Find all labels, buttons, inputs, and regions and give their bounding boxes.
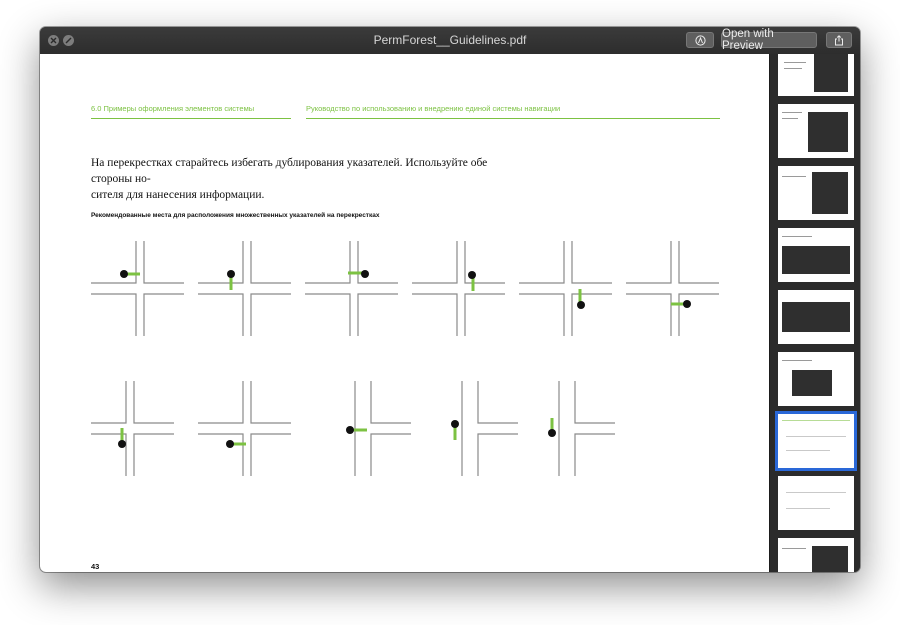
page-thumbnail-7-selected[interactable] xyxy=(778,414,854,468)
thumbnail-text xyxy=(782,236,812,237)
window-title: PermForest__Guidelines.pdf xyxy=(373,33,527,47)
thumbnail-text xyxy=(782,420,850,421)
intersection-diagrams xyxy=(40,54,769,572)
section-header: 6.0 Примеры оформления элементов системы xyxy=(91,104,255,113)
thumbnail-text xyxy=(782,118,798,119)
intersection-diagram-6 xyxy=(626,241,719,336)
thumbnail-text xyxy=(784,68,802,69)
page-number: 43 xyxy=(91,562,100,571)
thumbnail-text xyxy=(784,62,806,63)
sign-position-dot-9 xyxy=(346,426,354,434)
page-thumbnail-8[interactable] xyxy=(778,476,854,530)
sign-position-dot-2 xyxy=(227,270,235,278)
thumbnail-text xyxy=(782,112,802,113)
thumbnail-graphic xyxy=(782,246,850,274)
thumbnail-text xyxy=(786,508,830,509)
share-icon xyxy=(834,35,844,46)
sign-position-dot-6 xyxy=(683,300,691,308)
diagram-subheading: Рекомендованные места для расположения множественных указателей на перекрестках xyxy=(91,212,380,219)
intersection-diagram-3 xyxy=(305,241,398,336)
thumbnail-text xyxy=(782,548,806,549)
fullscreen-icon xyxy=(65,37,72,44)
sign-position-dot-11 xyxy=(548,429,556,437)
thumbnail-text xyxy=(786,436,846,437)
thumbnail-text xyxy=(782,176,806,177)
sign-position-dot-3 xyxy=(361,270,369,278)
sign-position-dot-8 xyxy=(226,440,234,448)
sign-position-dot-7 xyxy=(118,440,126,448)
intersection-diagram-10 xyxy=(462,381,518,476)
intersection-diagram-4 xyxy=(412,241,505,336)
page-thumbnail-1[interactable] xyxy=(778,54,854,96)
intro-line-1: На перекрестках старайтесь избегать дублирования указателей. Используйте обе стороны но- xyxy=(91,157,488,185)
fullscreen-button[interactable] xyxy=(63,35,74,46)
sign-position-dot-4 xyxy=(468,271,476,279)
intersection-diagram-8 xyxy=(198,381,291,476)
title-bar[interactable] xyxy=(40,27,860,55)
intersection-diagram-7 xyxy=(91,381,174,476)
thumbnail-graphic xyxy=(808,112,848,152)
page-thumbnail-6[interactable] xyxy=(778,352,854,406)
markup-icon xyxy=(695,35,706,46)
thumbnail-graphic xyxy=(792,370,832,396)
page-thumbnail-5[interactable] xyxy=(778,290,854,344)
page-thumbnail-2[interactable] xyxy=(778,104,854,158)
thumbnail-text xyxy=(782,360,812,361)
quicklook-window xyxy=(40,27,860,572)
thumbnail-text xyxy=(786,492,846,493)
close-icon xyxy=(50,37,57,44)
intersection-diagram-5 xyxy=(519,241,612,336)
document-page[interactable] xyxy=(40,54,769,572)
share-button[interactable] xyxy=(826,32,852,48)
sign-position-dot-1 xyxy=(120,270,128,278)
open-with-preview-button[interactable]: Open with Preview xyxy=(721,32,817,48)
markup-button[interactable] xyxy=(686,32,714,48)
page-thumbnail-4[interactable] xyxy=(778,228,854,282)
thumbnail-text xyxy=(786,450,830,451)
document-header: Руководство по использованию и внедрению единой системы навигации xyxy=(306,104,561,113)
intersection-diagram-2 xyxy=(198,241,291,336)
intro-line-2: сителя для нанесения информации. xyxy=(91,189,265,201)
thumbnail-graphic xyxy=(782,302,850,332)
sign-position-dot-5 xyxy=(577,301,585,309)
thumbnail-graphic xyxy=(812,172,848,214)
close-button[interactable] xyxy=(48,35,59,46)
thumbnail-sidebar[interactable] xyxy=(769,54,860,572)
thumbnail-graphic xyxy=(814,54,848,92)
sign-position-dot-10 xyxy=(451,420,459,428)
intersection-diagram-11 xyxy=(559,381,615,476)
thumbnail-graphic xyxy=(812,546,848,572)
page-thumbnail-9[interactable] xyxy=(778,538,854,572)
intersection-diagram-1 xyxy=(91,241,184,336)
page-thumbnail-3[interactable] xyxy=(778,166,854,220)
